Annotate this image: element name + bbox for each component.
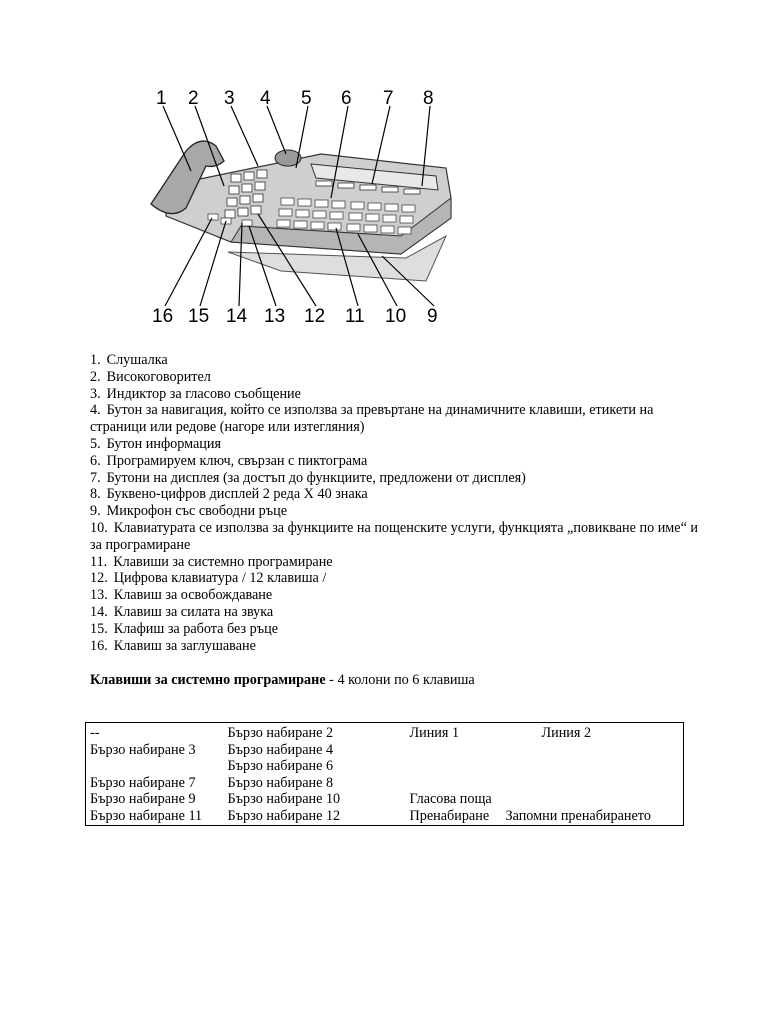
table-cell: Бързо набиране 12 xyxy=(227,807,341,824)
legend-item: 9. Микрофон със свободни ръце xyxy=(90,503,287,520)
callout-8: 8 xyxy=(423,88,434,109)
callout-11: 11 xyxy=(345,306,365,326)
table-row xyxy=(86,758,684,775)
table-cell xyxy=(406,775,505,792)
table-cell xyxy=(505,775,684,792)
callout-4: 4 xyxy=(260,88,271,109)
legend-item: 10. Клавиатурата се използва за функциите на пощенските услуги, функцията „повикване по име“ и за програмиране xyxy=(90,519,699,553)
table-cell xyxy=(86,758,224,775)
legend-item: 16. Клавиш за заглушаване xyxy=(90,637,256,654)
component-legend xyxy=(90,352,700,654)
callout-14: 14 xyxy=(226,306,248,326)
callout-15: 15 xyxy=(188,306,210,326)
table-cell: Бързо набиране 4 xyxy=(227,741,334,758)
table-cell xyxy=(505,742,684,759)
table-cell: Бързо набиране 6 xyxy=(227,758,334,775)
legend-item: 2. Високоговорител xyxy=(90,368,211,385)
table-cell: -- xyxy=(90,725,100,741)
table-row xyxy=(86,723,684,742)
callout-10: 10 xyxy=(385,306,407,326)
callout-7: 7 xyxy=(383,88,394,109)
callout-1: 1 xyxy=(156,88,167,109)
legend-item: 5. Бутон информация xyxy=(90,435,222,452)
table-cell: Линия 1 xyxy=(409,725,460,741)
table-row xyxy=(86,791,684,808)
legend-item: 15. Клафиш за работа без ръце xyxy=(90,620,278,637)
table-cell xyxy=(505,791,684,808)
table-cell: Бързо набиране 8 xyxy=(227,774,334,791)
callout-16: 16 xyxy=(152,306,174,326)
callout-2: 2 xyxy=(188,88,199,109)
callout-13: 13 xyxy=(264,306,286,326)
phone-diagram xyxy=(146,86,456,326)
table-cell: Бързо набиране 7 xyxy=(90,774,196,791)
table-cell xyxy=(406,758,505,775)
callout-9: 9 xyxy=(427,306,438,326)
table-cell: Бързо набиране 10 xyxy=(227,791,341,808)
table-cell: Пренабиране xyxy=(409,807,490,824)
table-cell: Бързо набиране 11 xyxy=(90,807,203,824)
legend-item: 8. Буквено-цифров дисплей 2 реда Х 40 знака xyxy=(90,486,368,503)
legend-item: 7. Бутони на дисплея (за достъп до функциите, предложени от дисплея) xyxy=(90,469,526,486)
legend-item: 13. Клавиш за освобождаване xyxy=(90,587,273,604)
system-keys-desc: - 4 колони по 6 клавиша xyxy=(325,672,475,688)
legend-item: 14. Клавиш за силата на звука xyxy=(90,603,274,620)
system-keys-caption xyxy=(90,672,475,689)
system-keys-table xyxy=(85,722,684,826)
table-cell: Бързо набиране 9 xyxy=(90,791,196,808)
legend-item: 1. Слушалка xyxy=(90,352,168,368)
table-row xyxy=(86,775,684,792)
table-cell: Гласова поща xyxy=(409,791,492,808)
callout-12: 12 xyxy=(304,306,326,326)
callout-6: 6 xyxy=(341,88,352,109)
table-row xyxy=(86,742,684,759)
system-keys-title: Клавиши за системно програмиране xyxy=(90,672,326,688)
table-cell: Линия 2 xyxy=(541,725,592,741)
table-cell xyxy=(406,742,505,759)
phone-illustration xyxy=(146,86,456,326)
legend-item: 6. Програмируем ключ, свързан с пиктограма xyxy=(90,452,368,469)
table-cell: Бързо набиране 2 xyxy=(227,725,334,741)
legend-item: 3. Индиктор за гласово съобщение xyxy=(90,385,301,402)
callout-5: 5 xyxy=(301,88,312,109)
table-row xyxy=(86,808,684,825)
callout-3: 3 xyxy=(224,88,235,109)
table-cell: Запомни пренабирането xyxy=(505,807,651,824)
table-cell: Бързо набиране 3 xyxy=(90,741,196,758)
legend-item: 4. Бутон за навигация, който се използва за превъртане на динамичните клавиши, етикети на страници или редове (нагоре или изтегляния) xyxy=(90,402,654,436)
table-cell xyxy=(505,758,684,775)
legend-item: 11. Клавиши за системно програмиране xyxy=(90,553,333,570)
legend-item: 12. Цифрова клавиатура / 12 клавиша / xyxy=(90,570,327,587)
